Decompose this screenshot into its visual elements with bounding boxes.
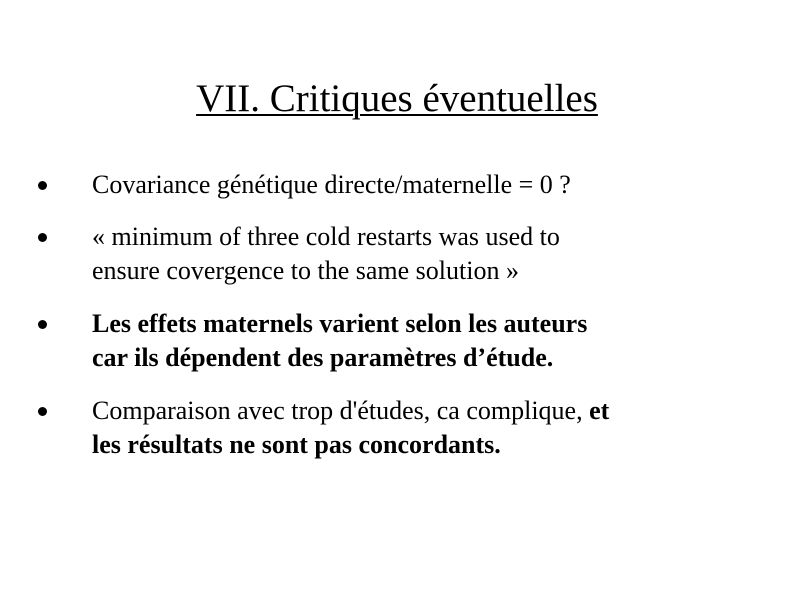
bullet-text [92,307,742,375]
bullet-dot-icon [38,181,47,190]
bullet-line: car ils dépendent des paramètres d’étude. [92,343,554,372]
slide-title: VII. Critiques éventuelles [196,77,598,120]
bullet-dot-icon [38,407,47,416]
bullet-line: Les effets maternels varient selon les auteurs [92,309,588,338]
bullet-line: les résultats ne sont pas concordants. [92,430,501,459]
bullet-line: Covariance génétique directe/maternelle = 0 ? [92,170,571,199]
bullet-line-normal: Comparaison avec trop d'études, ca complique, [92,396,590,425]
bullet-text [92,394,742,462]
bullet-line: ensure covergence to the same solution » [92,256,519,285]
bullet-line: « minimum of three cold restarts was used to [92,222,560,251]
bullet-dot-icon [38,233,47,242]
bullet-line-emphasis: et [589,396,610,425]
bullet-line [92,394,742,428]
bullet-text [92,168,742,202]
bullet-dot-icon [38,320,47,329]
bullet-text [92,220,742,288]
